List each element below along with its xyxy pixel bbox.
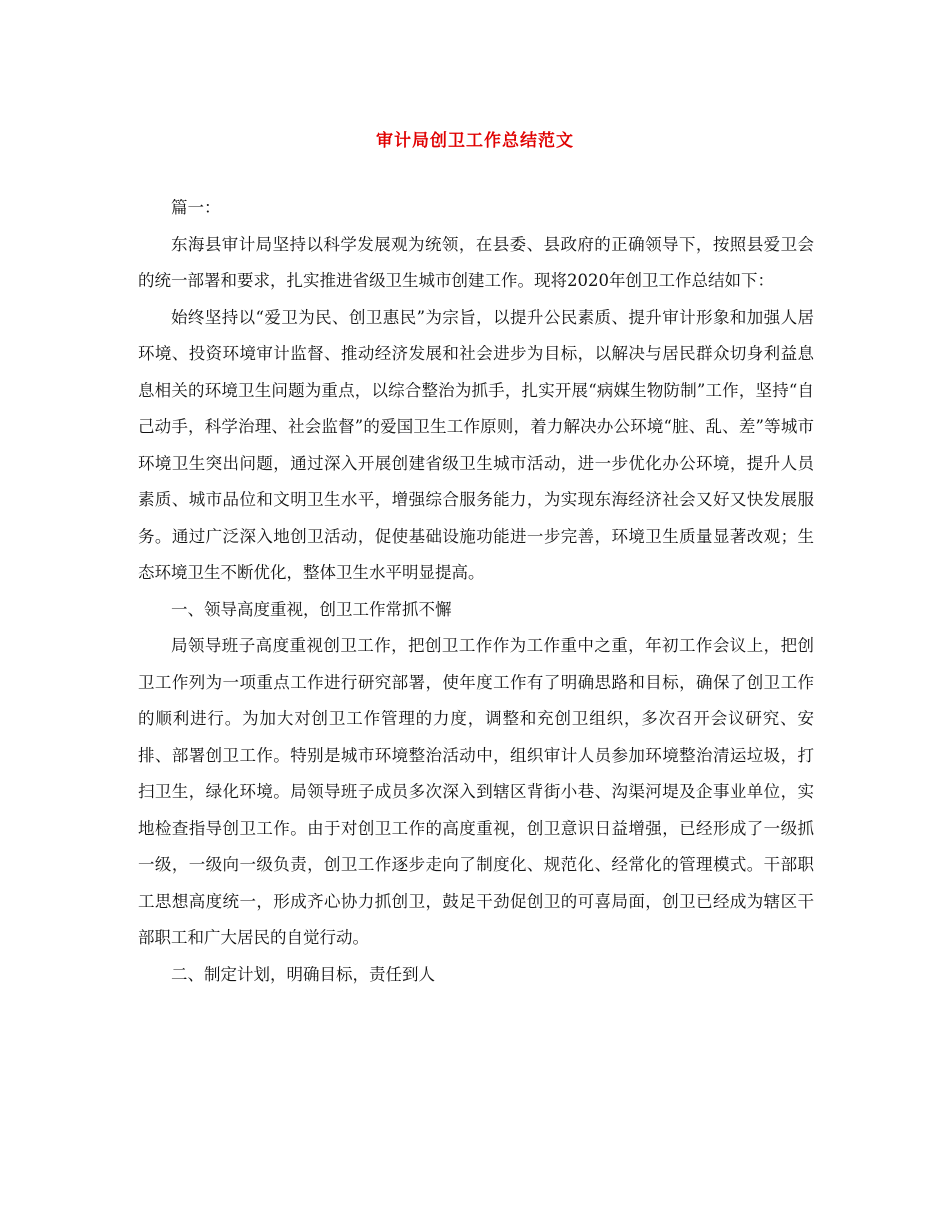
section-heading-1: 一、领导高度重视，创卫工作常抓不懈 <box>171 599 452 619</box>
section-heading-2: 二、制定计划，明确目标，责任到人 <box>171 964 435 984</box>
summary-paragraph: 始终坚持以“爱卫为民、创卫惠民”为宗旨，以提升公民素质、提升审计形象和加强人居环境、投资环境审计监督、推动经济发展和社会进步为目标，以解决与居民群众切身利益息息相关的环境卫生问题为重点，以综合整治为抓手，扎实开展“病媒生物防制”工作，坚持“自己动手，科学治理、社会监督”的爱国卫生工作原则，着力解决办公环境“脏、乱、差”等城市环境卫生突出问题，通过深入开展创建省级卫生城市活动，进一步优化办公环境，提升人员素质、城市品位和文明卫生水平，增强综合服务能力，为实现东海经济社会又好又快发展服务。通过广泛深入地创卫活动，促使基础设施功能进一步完善，环境卫生质量显著改观；生态环境卫生不断优化，整体卫生水平明显提高。 <box>138 307 814 582</box>
section-label: 篇一： <box>171 198 221 217</box>
intro-paragraph: 东海县审计局坚持以科学发展观为统领，在县委、县政府的正确领导下，按照县爱卫会的统一部署和要求，扎实推进省级卫生城市创建工作。现将2020年创卫工作总结如下： <box>138 234 814 290</box>
section-1-paragraph: 局领导班子高度重视创卫工作，把创卫工作作为工作重中之重，年初工作会议上，把创卫工作列为一项重点工作进行研究部署，使年度工作有了明确思路和目标，确保了创卫工作的顺利进行。为加大对创卫工作管理的力度，调整和充创卫组织，多次召开会议研究、安排、部署创卫工作。特别是城市环境整治活动中，组织审计人员参加环境整治清运垃圾，打扫卫生，绿化环境。局领导班子成员多次深入到辖区背街小巷、沟渠河堤及企事业单位，实地检查指导创卫工作。由于对创卫工作的高度重视，创卫意识日益增强，已经形成了一级抓一级，一级向一级负责，创卫工作逐步走向了制度化、规范化、经常化的管理模式。干部职工思想高度统一，形成齐心协力抓创卫，鼓足干劲促创卫的可喜局面，创卫已经成为辖区干部职工和广大居民的自觉行动。 <box>138 636 814 947</box>
document-title: 审计局创卫工作总结范文 <box>376 131 574 151</box>
document-body <box>138 190 814 993</box>
